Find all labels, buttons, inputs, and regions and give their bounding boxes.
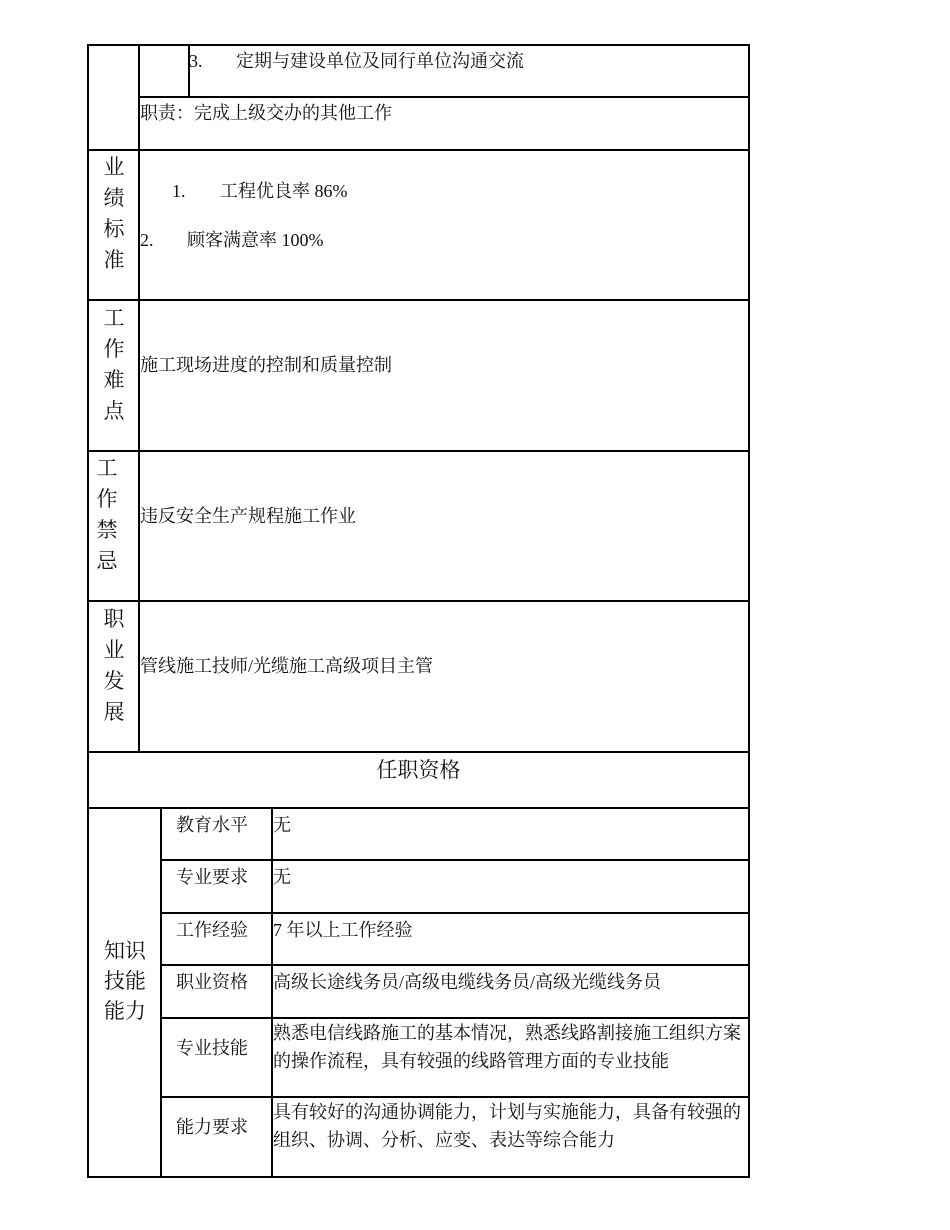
row-line-3 bbox=[87, 299, 750, 301]
list-item-3-text: 定期与建设单位及同行单位沟通交流 bbox=[236, 51, 524, 71]
qualifications-title: 任职资格 bbox=[376, 758, 461, 782]
border-right bbox=[748, 44, 750, 1178]
qual-label-education: 教育水平 bbox=[176, 815, 248, 835]
qual-row-line-2 bbox=[160, 912, 750, 914]
qual-row-line-1 bbox=[160, 859, 750, 861]
prohibition-text: 违反安全生产规程施工作业 bbox=[140, 506, 356, 526]
qual-value-ability: 具有较好的沟通协调能力，计划与实施能力，具备有较强的组织、协调、分析、应变、表达等综合能力 bbox=[273, 1102, 741, 1150]
qual-value-skills: 熟悉电信线路施工的基本情况，熟悉线路割接施工组织方案的操作流程，具有较强的线路管理方面的专业技能 bbox=[273, 1023, 741, 1071]
row-line-6 bbox=[87, 751, 750, 753]
qual-value-experience: 7 年以上工作经验 bbox=[273, 920, 413, 940]
difficulty-text: 施工现场进度的控制和质量控制 bbox=[140, 355, 392, 375]
performance-label: 业 绩 标 准 bbox=[103, 155, 125, 272]
border-top bbox=[87, 44, 750, 46]
performance-item-2-text: 顾客满意率 100% bbox=[187, 230, 324, 250]
qualifications-group-label: 知识 技能 能力 bbox=[104, 939, 146, 1023]
row-line-5 bbox=[87, 600, 750, 602]
career-label: 职 业 发 展 bbox=[103, 607, 125, 724]
duty-other-text: 职责：完成上级交办的其他工作 bbox=[140, 103, 392, 123]
qual-label-certification: 职业资格 bbox=[176, 972, 248, 992]
performance-item-1-number: 1. bbox=[172, 181, 186, 201]
qual-label-major: 专业要求 bbox=[176, 867, 248, 887]
career-text: 管线施工技师/光缆施工高级项目主管 bbox=[140, 656, 433, 676]
qual-value-major: 无 bbox=[273, 867, 291, 887]
qual-value-certification: 高级长途线务员/高级电缆线务员/高级光缆线务员 bbox=[273, 972, 661, 992]
border-bottom bbox=[87, 1176, 750, 1178]
qual-label-experience: 工作经验 bbox=[176, 920, 248, 940]
list-item-3-number: 3. bbox=[189, 51, 203, 71]
row-line-4 bbox=[87, 450, 750, 452]
performance-item-1-text: 工程优良率 86% bbox=[220, 181, 348, 201]
difficulty-label: 工 作 难 点 bbox=[103, 306, 125, 423]
row-line-7 bbox=[87, 807, 750, 809]
qual-group-divider bbox=[160, 807, 162, 1178]
performance-item-2-number: 2. bbox=[140, 230, 154, 250]
qual-label-skills: 专业技能 bbox=[176, 1038, 248, 1058]
qual-value-education: 无 bbox=[273, 815, 291, 835]
qual-row-line-3 bbox=[160, 964, 750, 966]
row-line-1 bbox=[138, 96, 750, 98]
qual-label-ability: 能力要求 bbox=[176, 1117, 248, 1137]
row-line-2 bbox=[87, 149, 750, 151]
prohibition-label: 工 作 禁 忌 bbox=[96, 456, 118, 573]
